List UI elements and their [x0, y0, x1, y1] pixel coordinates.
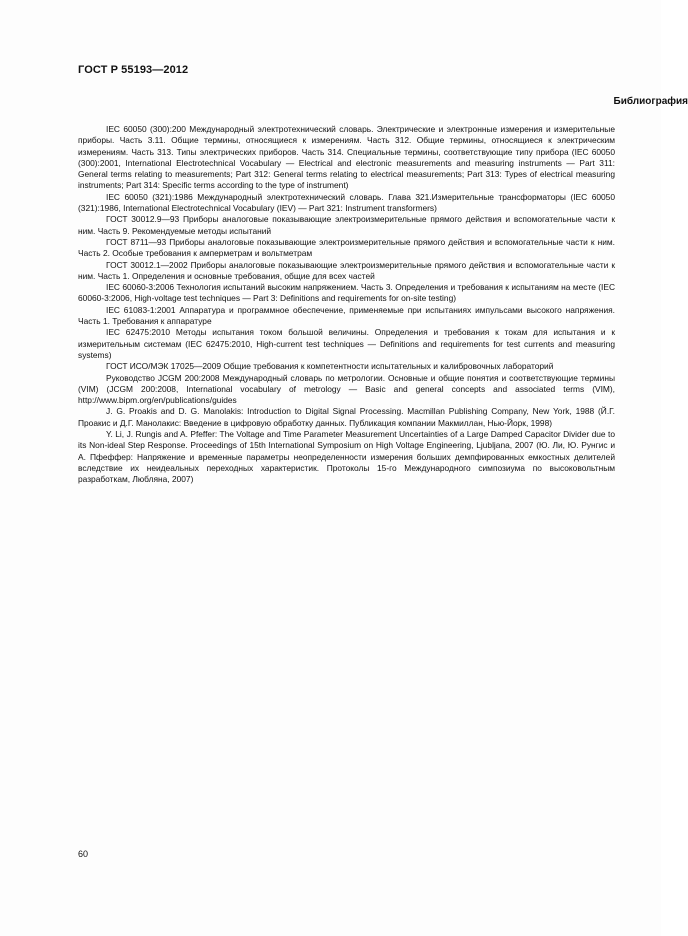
bibliography-entry: IEC 60050 (300):200 Международный электротехнический словарь. Электрические и электронные измерения и измерительные приборы. Часть 3.11. Общие термины, относящиеся к измерениям. Часть 312. Общие термины, относящиеся к электрическим измерениям. Часть 313. Типы электрических приборов. Часть 314. Специальные термины, соответствующие типу прибора (IEC 60050 (300):2001, International Electrotechnical Vocabulary — Electrical and electronic measurements and measuring instruments — Part 311: General terms relating to measurements; Part 312: General terms relating to electrical measurements; Part 313: Types of electrical measuring instruments; Part 314: Specific terms according to the type of instrument) — [78, 124, 615, 191]
bibliography-entry: IEC 61083-1:2001 Аппаратура и программное обеспечение, применяемые при испытаниях импульсами высокого напряжения. Часть 1. Требования к аппаратуре — [78, 304, 615, 327]
bibliography-list — [78, 124, 615, 486]
bibliography-entry: ГОСТ 30012.1—2002 Приборы аналоговые показывающие электроизмерительные прямого действия и вспомогательные части к ним. Часть 1. Определения и основные требования, общие для всех частей — [78, 259, 615, 281]
bibliography-entry: ГОСТ ИСО/МЭК 17025—2009 Общие требования к компетентности испытательных и калибровочных лабораторий — [106, 361, 554, 372]
document-code-header: ГОСТ Р 55193—2012 — [78, 64, 189, 76]
section-title — [78, 96, 688, 107]
bibliography-entry: IEC 62475:2010 Методы испытания током большой величины. Определения и требования к токам для испытания и к измерительным системам (IEC 62475:2010, High-current test techniques — Definitions and requirements for test currents and measuring systems) — [78, 327, 615, 360]
bibliography-entry: ГОСТ 8711—93 Приборы аналоговые показывающие электроизмерительные прямого действия и вспомогательные части к ним. Часть 2. Особые требования к амперметрам и вольтметрам — [78, 236, 615, 259]
bibliography-entry: IEC 60060-3:2006 Технология испытаний высоким напряжением. Часть 3. Определения и требования к испытаниям на месте (IEC 60060-3:2006, High-voltage test techniques — Part 3: Definitions and requirements for on-site testing) — [78, 282, 615, 304]
bibliography-entry: IEC 60050 (321):1986 Международный электротехнический словарь. Глава 321.Измерительные трансформаторы (IEC 60050 (321):1986, International Electrotechnical Vocabulary (IEV) — Part 321: Instrument transformers) — [78, 191, 615, 214]
page-number: 60 — [78, 849, 89, 859]
bibliography-entry: ГОСТ 30012.9—93 Приборы аналоговые показывающие электроизмерительные прямого действия и вспомогательные части к ним. Часть 9. Рекомендуемые методы испытаний — [78, 214, 615, 236]
bibliography-heading: Библиография — [613, 96, 688, 107]
bibliography-entry: J. G. Proakis and D. G. Manolakis: Introduction to Digital Signal Processing. Macmillan Publishing Company, New York, 1988 (Й.Г. Проакис и Д.Г. Манолакис: Введение в цифровую обработку данных. Публикация компании Макмиллан, Нью-Йорк, 1998) — [78, 406, 615, 428]
bibliography-entry: Руководство JCGM 200:2008 Международный словарь по метрологии. Основные и общие понятия и соответствующие термины (VIM) (JCGM 200:2008, International vocabulary of metrology — Basic and general concepts and associated terms (VIM), http://www.bipm.org/en/publications/guides — [78, 372, 615, 406]
bibliography-entry: Y. Li, J. Rungis and A. Pfeffer: The Voltage and Time Parameter Measurement Uncertainties of a Large Damped Capacitor Divider due to its Non-ideal Step Response. Proceedings of 15th International Symposium on High Voltage Engineering, Ljubljana, 2007 (Ю. Ли, Ю. Рунгис и А. Пфеффер: Напряжение и временные параметры неопределенности измерения больших демпфированных емкостных делителей вследствие их неидеальных переходных характеристик. Протоколы 15-го Международного симпозиума по высоковольтным разработкам, Любляна, 2007) — [78, 429, 615, 485]
